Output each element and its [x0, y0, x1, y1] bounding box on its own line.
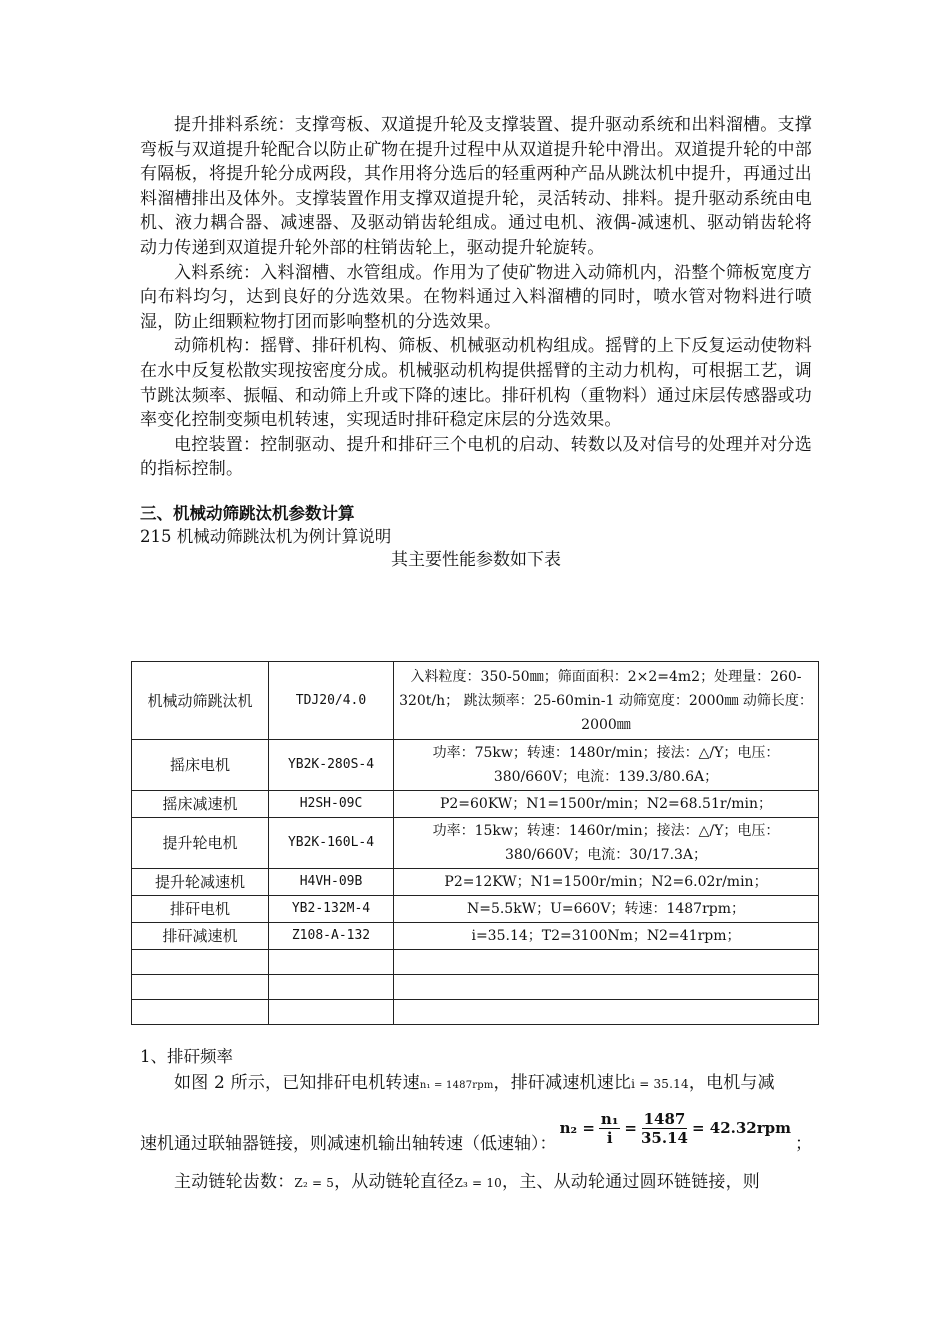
parameter-table	[131, 661, 819, 1025]
equipment-name: 摇床减速机	[132, 791, 269, 818]
table-row	[132, 869, 819, 896]
table-row-empty	[132, 1000, 819, 1025]
body-text	[140, 113, 812, 586]
table-row	[132, 791, 819, 818]
paragraph-feed-system: 入料系统：入料溜槽、水管组成。作用为了使矿物进入动筛机内，沿整个筛板宽度方向布料均匀，达到良好的分选效果。在物料通过入料溜槽的同时，喷水管对物料进行喷湿，防止细颗粒物打团而影响整机的分选效果。	[140, 262, 812, 332]
equipment-name: 摇床电机	[132, 740, 269, 791]
denominator: i	[606, 1128, 613, 1147]
i-formula: i = 35.14	[631, 1077, 689, 1091]
numerator: n₁	[600, 1109, 619, 1128]
section-intro: 215 机械动筛跳汰机为例计算说明	[140, 526, 392, 546]
equipment-params: 功率：15kw；转速：1460r/min；接法：△/Y；电压：380/660V；电流：30/17.3A；	[394, 818, 819, 869]
equipment-model: Z108-A-132	[269, 923, 394, 950]
equipment-name: 提升轮电机	[132, 818, 269, 869]
table-row-empty	[132, 975, 819, 1000]
formula-rhs: = 42.32rpm	[691, 1119, 791, 1138]
n2-formula: n₂ = $\frac{\text{n₁}}{i}$ = $\frac{1487}{35.14}$ = 42.32rpm	[559, 1109, 791, 1147]
fraction-symbolic	[599, 1110, 620, 1147]
fraction-numeric	[641, 1110, 688, 1147]
calc-text: 速机通过联轴器链接，则减速机输出轴转速（低速轴）：	[140, 1133, 557, 1154]
formula-lhs: n₂ =	[559, 1119, 595, 1138]
equipment-name: 机械动筛跳汰机	[132, 662, 269, 740]
equipment-model: H2SH-09C	[269, 791, 394, 818]
calc-text: 主动链轮齿数：	[174, 1171, 295, 1192]
denominator: 35.14	[640, 1128, 688, 1147]
equipment-model: YB2K-280S-4	[269, 740, 394, 791]
calculation-section	[140, 1045, 812, 1195]
equipment-model: YB2K-160L-4	[269, 818, 394, 869]
numerator: 1487	[643, 1109, 686, 1128]
paragraph-moving-sieve: 动筛机构：摇臂、排矸机构、筛板、机械驱动机构组成。摇臂的上下反复运动使物料在水中反复松散实现按密度分成。机械驱动机构提供摇臂的主动力机构，可根据工艺，调节跳汰频率、振幅、和动筛上升或下降的速比。排矸机构（重物料）通过床层传感器或功率变化控制变频电机转速，实现适时排矸稳定床层的分选效果。	[140, 336, 812, 431]
equipment-model: TDJ20/4.0	[269, 662, 394, 740]
table-row-empty	[132, 950, 819, 975]
table-row	[132, 662, 819, 740]
equipment-model: H4VH-09B	[269, 869, 394, 896]
section-title: 三、机械动筛跳汰机参数计算	[140, 503, 355, 523]
calc-text: ，主、从动轮通过圆环链链接，则	[502, 1171, 760, 1192]
calc-line-2	[140, 1103, 812, 1154]
paragraph-electric-control: 电控装置：控制驱动、提升和排矸三个电机的启动、转数以及对信号的处理并对分选的指标控制。	[140, 434, 812, 480]
paragraph-lift-discharge: 提升排料系统：支撑弯板、双道提升轮及支撑装置、提升驱动系统和出料溜槽。支撑弯板与双道提升轮配合以防止矿物在提升过程中从双道提升轮中滑出。双道提升轮的中部有隔板，将提升轮分成两段，其作用将分选后的轻重两种产品从跳汰机中提升，再通过出料溜槽排出及体外。支撑装置作用支撑双道提升轮，灵活转动、排料。提升驱动系统由电机、液力耦合器、减速器、及驱动销齿轮组成。通过电机、液偶-减速机、驱动销齿轮将动力传递到双道提升轮外部的柱销齿轮上，驱动提升轮旋转。	[140, 115, 812, 258]
calc-text: 如图 2 所示，已知排矸电机转速	[174, 1073, 420, 1093]
equipment-params: i=35.14；T2=3100Nm；N2=41rpm；	[394, 923, 819, 950]
equipment-params: 功率：75kw；转速：1480r/min；接法：△/Y；电压：380/660V；电流：139.3/80.6A；	[394, 740, 819, 791]
calc-text: ，电机与减	[688, 1073, 775, 1093]
calc-text: ，从动链轮直径	[334, 1171, 455, 1192]
calc-text: ，排矸减速机速比	[493, 1073, 632, 1093]
equipment-name: 排矸减速机	[132, 923, 269, 950]
table-row	[132, 896, 819, 923]
z2-formula: Z₂ = 5	[294, 1175, 335, 1190]
equipment-model: YB2-132M-4	[269, 896, 394, 923]
equipment-params: P2=12KW；N1=1500r/min；N2=6.02r/min；	[394, 869, 819, 896]
calc-line-1	[140, 1071, 812, 1099]
n1-formula: n₁ = 1487rpm	[419, 1080, 494, 1091]
table-row	[132, 740, 819, 791]
calc-text: ；	[795, 1133, 812, 1154]
equipment-params: N=5.5kW；U=660V；转速：1487rpm；	[394, 896, 819, 923]
equipment-name: 排矸电机	[132, 896, 269, 923]
equipment-name: 提升轮减速机	[132, 869, 269, 896]
calc-line-3	[140, 1170, 812, 1196]
equipment-params: P2=60KW；N1=1500r/min；N2=68.51r/min；	[394, 791, 819, 818]
calc-heading: 1、排矸频率	[140, 1047, 233, 1066]
table-caption: 其主要性能参数如下表	[391, 549, 561, 570]
equipment-params: 入料粒度：350-50㎜；筛面面积：2×2=4m2；处理量：260-320t/h； 跳汰频率：25-60min-1 动筛宽度：2000㎜ 动筛长度：2000㎜	[394, 662, 819, 740]
z3-formula: Z₃ = 10	[454, 1175, 502, 1190]
table-row	[132, 923, 819, 950]
table-row	[132, 818, 819, 869]
